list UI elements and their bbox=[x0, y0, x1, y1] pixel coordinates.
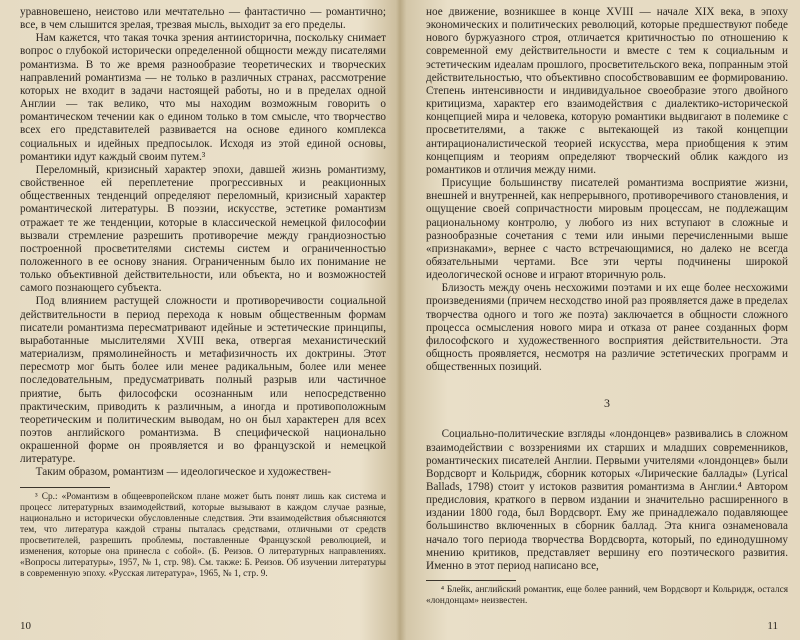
paragraph: Присущие большинству писателей романтизма восприятие жизни, внешней и внутренней, как непрерывного, противоречивого становления, и ощущение своей сопричастности мировым процессам, не подлежащим рациональному контролю, у любого из них вступают в сложные и разнообразные сочетания с теми или иными перечисленными выше «признаками», вернее с часто встречающимися, но далеко не всегда обязательными чертами. Все эти черты подчинены широкой идеологической основе и играют вторичную роль. bbox=[426, 177, 788, 282]
footnote-divider bbox=[426, 580, 516, 581]
paragraph: уравновешено, неистово или мечтательно — фантастично — романтично; все, в чем слышится зрелая, трезвая мысль, выходит за его пределы. bbox=[20, 6, 386, 32]
paragraph: Переломный, кризисный характер эпохи, давшей жизнь романтизму, свойственное ей переплетение прогрессивных и реакционных общественных тенденций определяют переломный, кризисный характер романтической литературы. В поэзии, искусстве, эстетике романтизм отражает те же тенденции, которые в классической немецкой философии вызвали стремление разрешить противоречие между грандиозностью построенной просветителями системы систем и ограниченностью положенного в ее основу знания. Ограниченным было их понимание не только объективной действительности, или объекта, но и возможностей самого познающего субъекта. bbox=[20, 163, 386, 295]
paragraph: ное движение, возникшее в конце XVIII — начале XIX века, в эпоху экономических и политических революций, которые предшествуют победе нового буржуазного строя, отличается критичностью по отношению к современной ему действительности и вместе с тем к социальным и эстетическим идеалам прошлого, просветительского века, попранным этой действительностью, что объективно способствовавшим ее формированию. Степень интенсивности и индивидуальное своеобразие этого двойного критицизма, характер его взаимодействия с диалектико-исторической концепцией мира и человека, которую романтики выдвигают в полемике с просветителями, а также с вытекающей из такой концепции антирационалистической теорией искусства, мера приобщения к этим концепциям и теориям определяют творческий облик каждого из романтиков и отличия между ними. bbox=[426, 6, 788, 176]
page-number: 10 bbox=[20, 620, 31, 632]
paragraph: Социально-политические взгляды «лондонцев» развивались в сложном взаимодействии с воззрениями их старших и младших современников, романтических писателей Англии. Первыми учителями «лондонцев» были Вордсворт и Кольридж, сборник которых «Лирические баллады» (Lyrical Ballads, 1798) стоит у истоков развития романтизма в Англии.⁴ Автором предисловия, краткого в первом издании и значительно расширенного в издании 1800 года, был Вордсворт. Ему же принадлежало подавляющее большинство включенных в сборник баллад. Эта книга ознаменовала начало того периода творчества Вордсворта, который, по единодушному мнению критиков, представляет вершину его поэтического развития. Именно в этот период написано все, bbox=[426, 428, 788, 572]
paragraph: Нам кажется, что такая точка зрения антиисторична, поскольку снимает вопрос о глубокой исторически определенной общности между писателями романтизма. В то же время разнообразие теоретических и творческих направлений романтизма — не только в различных странах, рассмотрение которых не входит в задачи настоящей работы, но и в пределах одной Англии — так велико, что мы находим возможным говорить о романтическом течении как о едином только в том смысле, что творчество всех его представителей развивается на основе единого комплекса социальных и идейных предпосылок. Исходя из этой единой основы, романтики идут каждый своим путем.³ bbox=[20, 32, 386, 163]
right-page bbox=[400, 0, 800, 640]
left-page-body bbox=[20, 6, 386, 480]
paragraph: Под влиянием растущей сложности и противоречивости социальной действительности в период перехода к новым общественным формам писатели романтизма пересматривают идейные и эстетические принципы, выработанные мыслителями XVIII века, отвергая механистический материализм, прямолинейность и метафизичность их доктрины. Этот пересмотр мог быть более или менее радикальным, более или менее последовательным, предусматривать полный разрыв или частичное приятие, быть философски осознанным или непосредственно практическим, приводить к различным, а иногда и противоположным теоретическим и политическим выводам, но он был характерен для всех поэтов английского романтизма. В специфической национально окрашенной форме он проявляется и во французской и немецкой литературе. bbox=[20, 295, 386, 466]
right-page-body-continued bbox=[426, 428, 788, 573]
section-number: 3 bbox=[604, 396, 610, 411]
paragraph: Близость между очень несхожими поэтами и их еще более несхожими произведениями (причем несходство иной раз проявляется даже в пределах творчества одного и того же поэта) заключается в общности сложного процесса осмысления нового мира и отказа от ранее созданных форм философского и художественного восприятия действительности. Эта общность проявляется, несмотря на различие эстетических программ и общественных позиций. bbox=[426, 282, 788, 374]
paragraph: Таким образом, романтизм — идеологическое и художествен- bbox=[35, 466, 332, 479]
footnote-text: ⁴ Блейк, английский романтик, еще более ранний, чем Вордсворт и Кольридж, остался «лондонцам» неизвестен. bbox=[426, 585, 788, 607]
footnote bbox=[20, 492, 386, 580]
footnote bbox=[426, 585, 788, 607]
footnote-divider bbox=[20, 487, 110, 488]
page-number: 11 bbox=[767, 620, 778, 632]
right-page-body bbox=[426, 6, 788, 374]
footnote-text: ³ Ср.: «Романтизм в общеевропейском плане может быть понят лишь как система и процесс литературных взаимодействий, которые вызывают в каждом случае разные, национально и исторически обусловленные следствия. Эти взаимодействия объясняются тем, что литература каждой страны пыталась средствами, отличными от средств просветителей, разрешить проблемы, поставленные Французской революцией, и изменения, которые она принесла с собой». (Б. Реизов. О литературных направлениях. «Вопросы литературы», 1957, № 1, стр. 98). См. также: Б. Реизов. Об изучении литературы в современную эпоху. «Русская литература», 1965, № 1, стр. 9. bbox=[20, 491, 386, 579]
